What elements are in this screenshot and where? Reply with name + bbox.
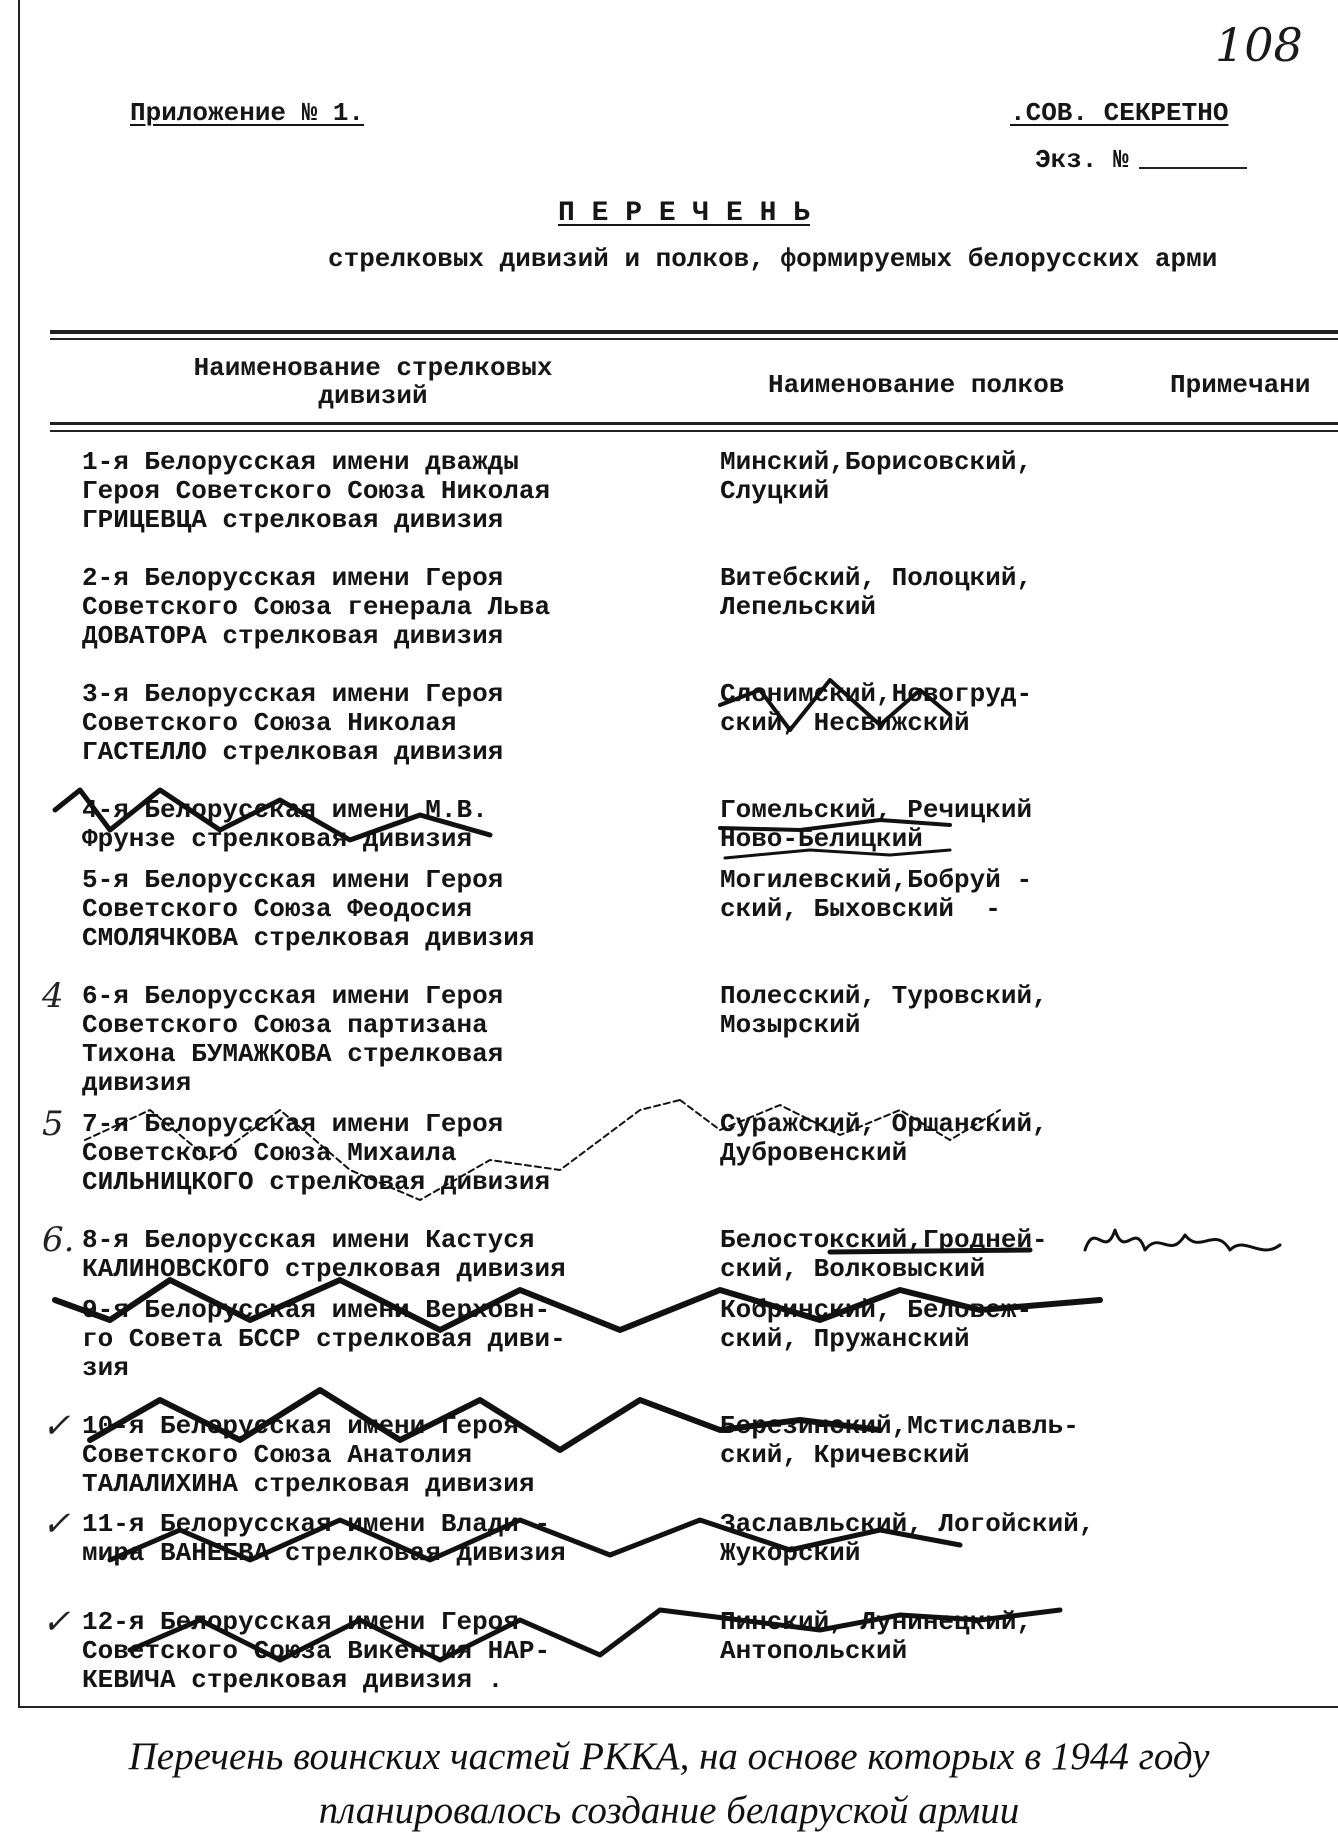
handwritten-mark: ✓	[42, 1602, 71, 1642]
appendix-label: Приложение № 1.	[130, 98, 365, 128]
division-cell	[82, 1110, 550, 1197]
division-line: 9-я Белорусская имени Верховн-	[82, 1295, 551, 1325]
division-line: 4-я Белорусская имени М.В.	[82, 795, 488, 825]
division-line: Советского Союза Анатолия	[82, 1440, 473, 1470]
regiments-cell	[720, 1296, 1032, 1354]
division-line: мира ВАНЕЕВА стрелковая дивизия	[82, 1538, 566, 1568]
division-cell	[82, 1608, 550, 1695]
regiments-cell	[720, 448, 1032, 506]
division-cell	[82, 1510, 566, 1568]
regiment-line: Слонимский,Новогруд-	[720, 679, 1033, 709]
regiment-line: Лепельский	[720, 592, 877, 622]
regiment-line: Заславльский, Логойский,	[720, 1509, 1095, 1539]
division-line: 6-я Белорусская имени Героя	[82, 981, 504, 1011]
regiment-line: ский, Несвижский	[720, 708, 970, 738]
regiment-line: Мозырский	[720, 1010, 861, 1040]
regiment-line: Полесский, Туровский,	[720, 981, 1048, 1011]
division-line: Героя Советского Союза Николая	[82, 476, 551, 506]
column-header-division: Наименование стрелковых дивизий	[193, 353, 553, 411]
division-cell	[82, 866, 534, 953]
division-line: Советского Союза партизана	[82, 1010, 488, 1040]
regiment-line: ский, Волковыский	[720, 1254, 986, 1284]
regiment-line: Жукорский	[720, 1538, 861, 1568]
column-header-notes: Примечани	[1170, 370, 1311, 400]
document-title: П Е Р Е Ч Е Н Ь	[558, 198, 811, 229]
document-subtitle: стрелковых дивизий и полков, формируемых белорусских арми	[328, 244, 1218, 274]
table-header-rule-thin	[50, 430, 1338, 432]
division-line: Фрунзе стрелковая дивизия	[82, 824, 473, 854]
figure-caption	[0, 1730, 1338, 1838]
regiment-line: ский, Кричевский	[720, 1440, 970, 1470]
division-line: 2-я Белорусская имени Героя	[82, 563, 504, 593]
table-top-rule	[50, 330, 1338, 334]
division-line: 5-я Белорусская имени Героя	[82, 865, 504, 895]
division-line: 7-я Белорусская имени Героя	[82, 1109, 504, 1139]
division-line: Советского Союза генерала Льва	[82, 592, 551, 622]
division-line: СМОЛЯЧКОВА стрелковая дивизия	[82, 923, 535, 953]
regiments-cell	[720, 680, 1032, 738]
regiment-line: Антопольский	[720, 1636, 908, 1666]
division-cell	[82, 564, 550, 651]
division-line: ГРИЦЕВЦА стрелковая дивизия	[82, 505, 504, 535]
copy-number-label: Экз. №	[1035, 145, 1247, 175]
regiment-line: Ново-Белицкий	[720, 824, 923, 854]
regiments-cell	[720, 1226, 1048, 1284]
regiment-line: Суражский, Оршанский,	[720, 1109, 1048, 1139]
regiments-cell	[720, 796, 1032, 854]
regiments-cell	[720, 564, 1032, 622]
division-cell	[82, 1296, 566, 1383]
handwritten-mark: 6.	[42, 1220, 75, 1260]
handwritten-mark: 4	[42, 976, 64, 1016]
division-line: 11-я Белорусская имени Влади -	[82, 1509, 551, 1539]
division-cell	[82, 680, 503, 767]
handwritten-mark: ✓	[42, 1504, 71, 1544]
division-cell	[82, 982, 503, 1098]
regiment-line: Минский,Борисовский,	[720, 447, 1033, 477]
regiment-line: Белостокский,Гродней-	[720, 1225, 1048, 1255]
division-line: 12-я Белорусская имени Героя	[82, 1607, 519, 1637]
regiment-line: ский, Быховский -	[720, 894, 1001, 924]
division-cell	[82, 796, 488, 854]
table-header-rule	[50, 422, 1338, 425]
division-line: 10-я Белорусская имени Героя	[82, 1411, 519, 1441]
document-page	[18, 0, 1338, 1708]
division-line: КАЛИНОВСКОГО стрелковая дивизия	[82, 1254, 566, 1284]
regiment-line: Слуцкий	[720, 476, 830, 506]
regiment-line: Могилевский,Бобруй -	[720, 865, 1033, 895]
division-line: СИЛЬНИЦКОГО стрелковая дивизия	[82, 1167, 551, 1197]
table-top-rule-thin	[50, 338, 1338, 340]
division-cell	[82, 448, 550, 535]
division-line: 1-я Белорусская имени дважды	[82, 447, 519, 477]
division-cell	[82, 1412, 534, 1499]
handwritten-mark: ✓	[42, 1406, 71, 1446]
regiment-line: ский, Пружанский	[720, 1324, 970, 1354]
regiment-line: Пинский, Лунинецкий,	[720, 1607, 1033, 1637]
regiments-cell	[720, 1412, 1079, 1470]
regiments-cell	[720, 982, 1048, 1040]
handwritten-note-row8	[1085, 1230, 1280, 1250]
regiments-cell	[720, 1110, 1048, 1168]
division-line: Советского Союза Феодосия	[82, 894, 473, 924]
division-line: КЕВИЧА стрелковая дивизия .	[82, 1665, 504, 1695]
division-line: Советского Союза Викентия НАР-	[82, 1636, 551, 1666]
division-line: ТАЛАЛИХИНА стрелковая дивизия	[82, 1469, 535, 1499]
regiments-cell	[720, 1510, 1094, 1568]
division-line: Тихона БУМАЖКОВА стрелковая	[82, 1039, 504, 1069]
regiment-line: Витебский, Полоцкий,	[720, 563, 1033, 593]
secrecy-stamp: .СОВ. СЕКРЕТНО	[1010, 98, 1229, 128]
regiments-cell	[720, 866, 1032, 924]
column-header-regiments: Наименование полков	[768, 370, 1065, 400]
caption-line-1: Перечень воинских частей РККА, на основе которых в 1944 году	[128, 1735, 1210, 1778]
regiment-line: Кобринский, Беловеж-	[720, 1295, 1033, 1325]
regiment-line: Дубровенский	[720, 1138, 908, 1168]
division-line: го Совета БССР стрелковая диви-	[82, 1324, 566, 1354]
regiment-line: Березинский,Мстиславль-	[720, 1411, 1079, 1441]
regiments-cell	[720, 1608, 1032, 1666]
division-line: ДОВАТОРА стрелковая дивизия	[82, 621, 504, 651]
division-line: зия	[82, 1353, 129, 1383]
page-number: 108	[1215, 18, 1303, 72]
caption-line-2: планировалось создание беларуской армии	[318, 1789, 1020, 1832]
regiment-line: Гомельский, Речицкий	[720, 795, 1033, 825]
division-line: ГАСТЕЛЛО стрелковая дивизия	[82, 737, 504, 767]
handwritten-mark: 5	[42, 1104, 64, 1144]
division-cell	[82, 1226, 566, 1284]
division-line: Советского Союза Михаила	[82, 1138, 457, 1168]
division-line: 8-я Белорусская имени Кастуся	[82, 1225, 535, 1255]
division-line: дивизия	[82, 1068, 192, 1098]
division-line: Советского Союза Николая	[82, 708, 457, 738]
division-line: 3-я Белорусская имени Героя	[82, 679, 504, 709]
